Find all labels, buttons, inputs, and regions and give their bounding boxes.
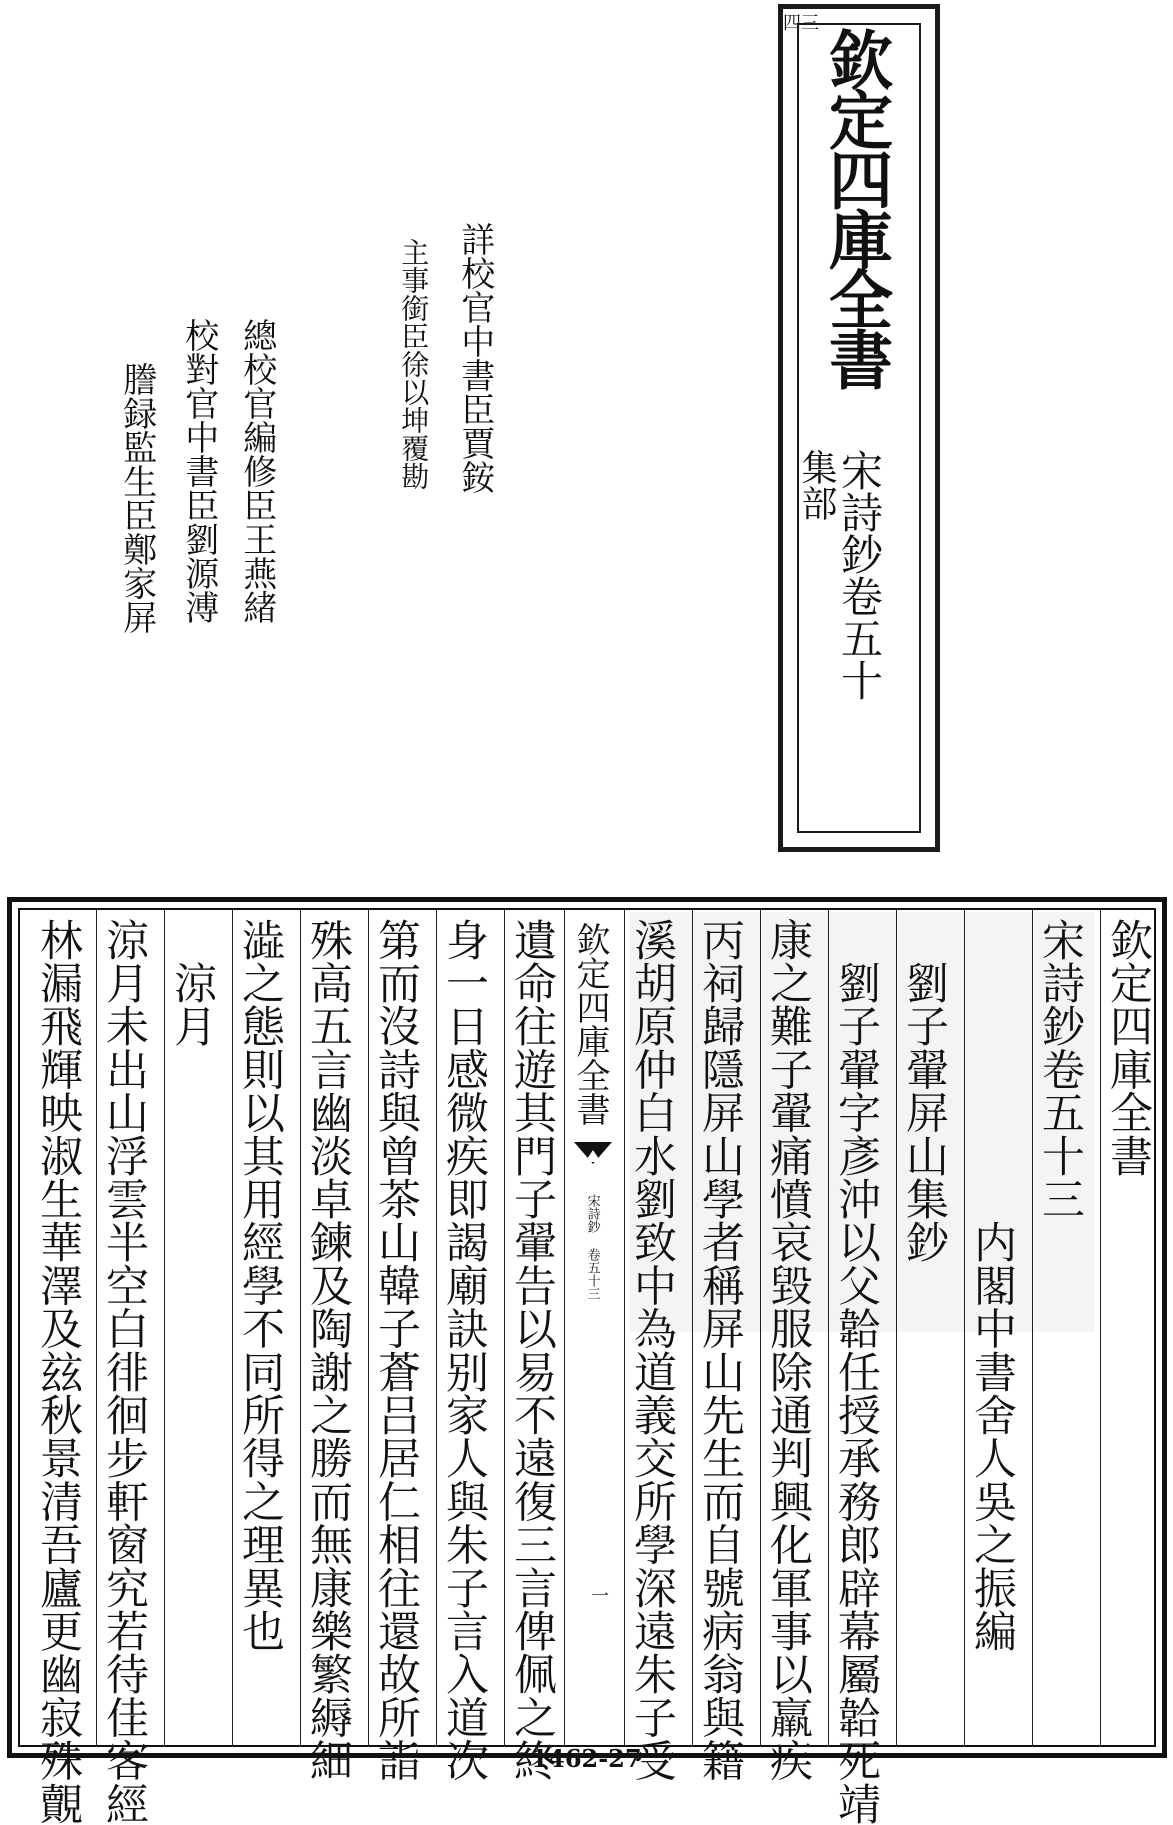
column-rule (96, 910, 97, 1745)
column-rule (368, 910, 369, 1745)
text-column: 劉子翬字彥沖以父韐任授承務郎辟幕屬韐死靖 (831, 918, 881, 1825)
column-rule (624, 910, 625, 1745)
column-rule (760, 910, 761, 1745)
text-column: 康之難子翬痛憤哀毀服除通判興化軍事以羸疾 (763, 918, 813, 1782)
column-rule (504, 910, 505, 1745)
text-column: 身一日感微疾即謁廟訣别家人與朱子言入道次 (439, 918, 489, 1782)
text-column: 殊高五言幽淡卓鍊及陶謝之勝而無康樂繁縟細 (303, 918, 353, 1782)
column-rule (1100, 910, 1101, 1745)
center-column (565, 914, 621, 1744)
text-column: 溪胡原仲白水劉致中為道義交所學深遠朱子受 (627, 918, 677, 1782)
center-title: 欽定四庫全書 (570, 922, 610, 1126)
volume-label: 宋詩鈔卷五十 (835, 449, 884, 701)
book-title: 欽定四庫全書 (818, 27, 893, 387)
column-rule (164, 910, 165, 1745)
text-column: 涼月未出山浮雲半空白徘徊步軒窗究若待佳客經 (99, 918, 149, 1825)
column-rule (300, 910, 301, 1745)
credit-line: 總校官編修臣王燕緒 (236, 318, 277, 624)
center-page-number: 一 (588, 1586, 609, 1604)
text-column: 宋詩鈔卷五十三 (1035, 918, 1085, 1221)
center-subtitle: 宋詩鈔 卷五十三 (584, 1194, 600, 1300)
category-label: 集部 (796, 449, 837, 521)
title-slip (778, 4, 940, 852)
text-column: 澁之態則以其用經學不同所得之理異也 (235, 918, 285, 1653)
text-column: 第而沒詩與曾茶山韓子蒼吕居仁相往還故所詣 (371, 918, 421, 1782)
column-rule (232, 910, 233, 1745)
credit-line: 主事銜臣徐以坤覆勘 (397, 238, 431, 490)
text-column: 林漏飛輝映淑生華澤及玆秋景清吾廬更幽寂殊覿 (33, 918, 83, 1825)
text-column: 欽定四庫全書 (1103, 918, 1153, 1178)
fish-tail-notch (585, 1150, 601, 1162)
column-rule (896, 910, 897, 1745)
credit-line: 詳校官中書臣賈銨 (454, 222, 495, 494)
column-rule (1032, 910, 1033, 1745)
credit-line: 校對官中書臣劉源溥 (178, 318, 219, 624)
text-column: 劉子翬屏山集鈔 (899, 918, 949, 1264)
text-column: 丙祠歸隱屏山學者稱屏山先生而自號病翁與籍 (695, 918, 745, 1782)
text-column: 内閣中書舍人吳之振編 (967, 918, 1017, 1653)
volume-note: 四三 (783, 13, 819, 34)
page-number: 1462-27 (531, 1744, 642, 1773)
column-rule (692, 910, 693, 1745)
column-rule (436, 910, 437, 1745)
column-rule (828, 910, 829, 1745)
credit-line: 謄録監生臣鄭家屏 (116, 362, 157, 634)
text-column: 涼月 (167, 918, 217, 1048)
text-column: 遺命往遊其門子翬告以易不遠復三言俾佩之終 (507, 918, 557, 1782)
column-rule (964, 910, 965, 1745)
